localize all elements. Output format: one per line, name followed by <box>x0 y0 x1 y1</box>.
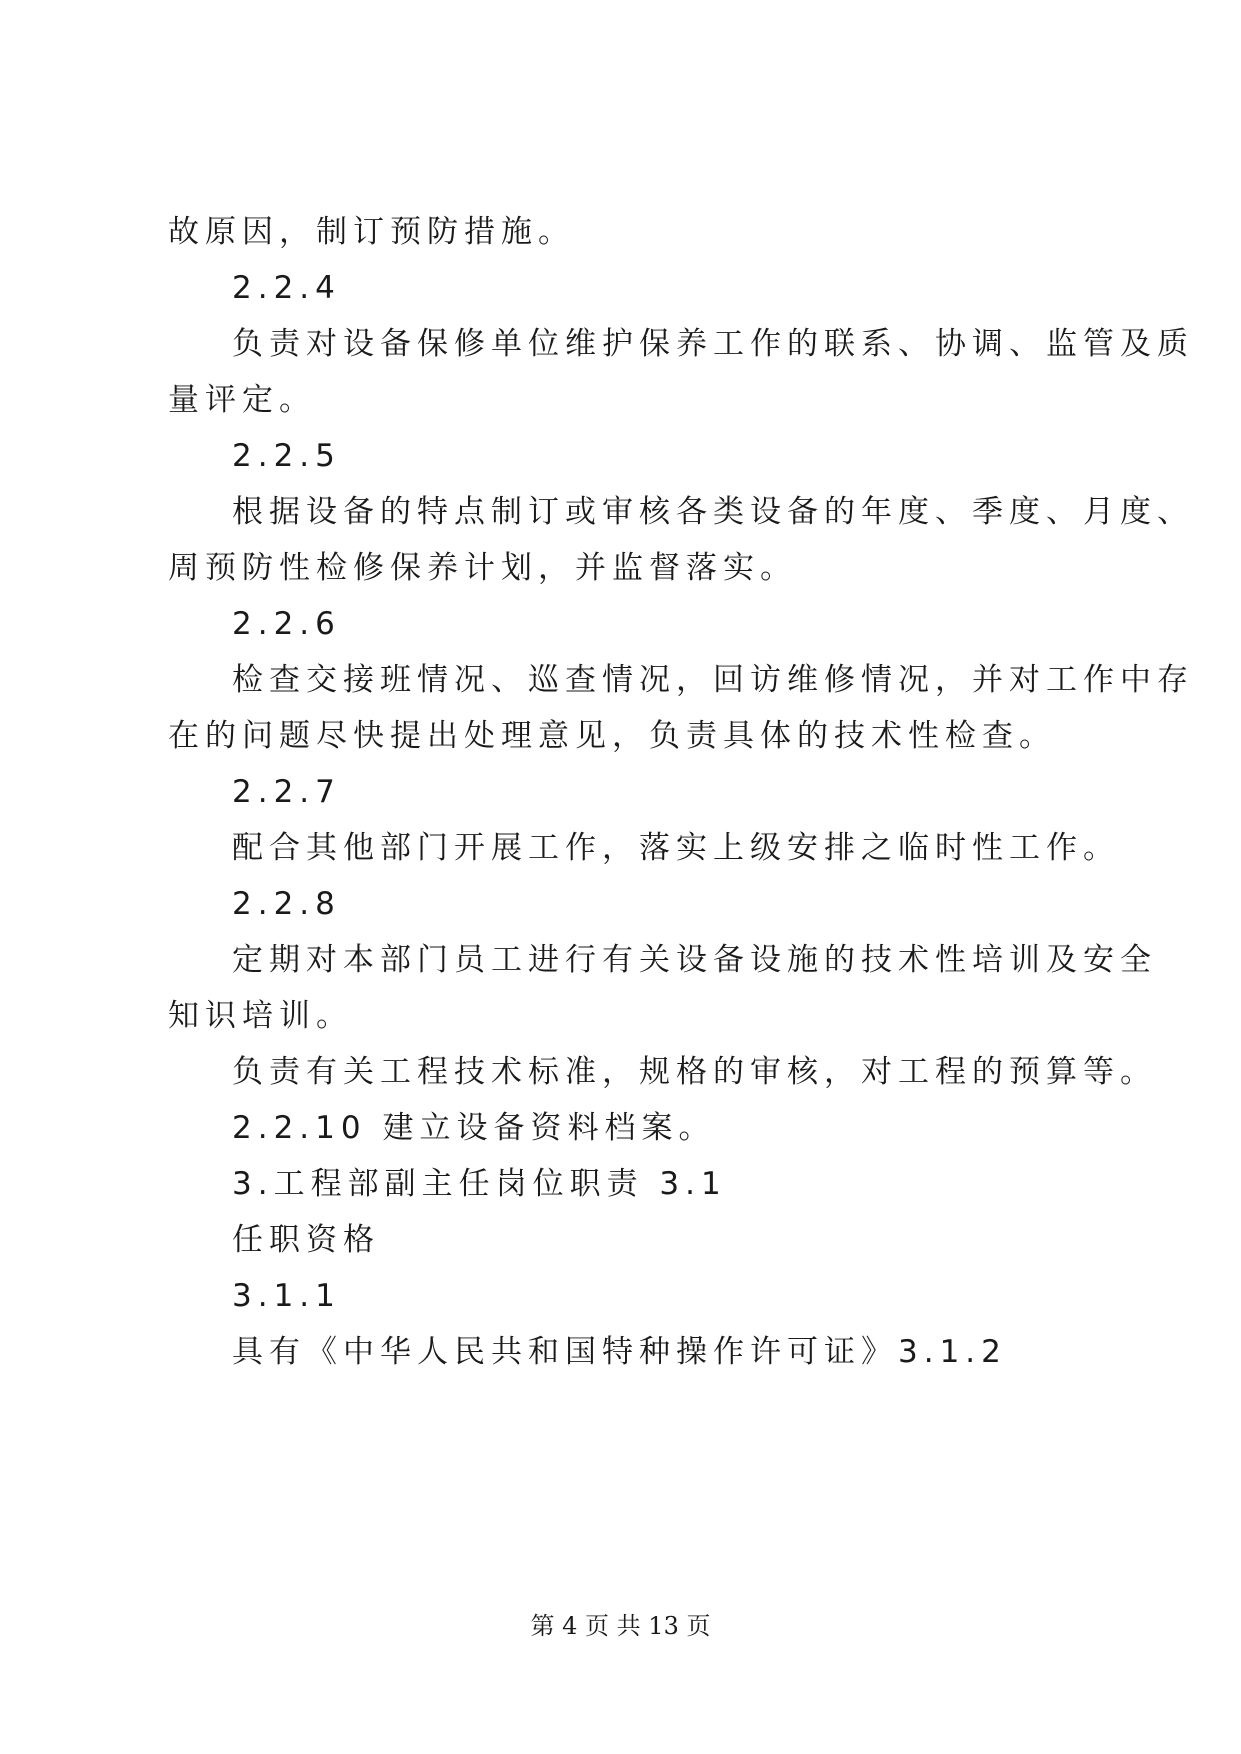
body-line: 负责对设备保修单位维护保养工作的联系、协调、监管及质 <box>232 326 1194 362</box>
body-line: 根据设备的特点制订或审核各类设备的年度、季度、月度、 <box>232 494 1194 530</box>
section-number: 2.2.6 <box>232 606 341 642</box>
body-line: 负责有关工程技术标准，规格的审核，对工程的预算等。 <box>232 1054 1157 1090</box>
body-line: 任职资格 <box>232 1222 380 1258</box>
body-line: 具有《中华人民共和国特种操作许可证》3.1.2 <box>232 1334 1007 1370</box>
section-number: 2.2.4 <box>232 270 341 306</box>
body-line: 知识培训。 <box>168 998 353 1034</box>
section-number: 2.2.7 <box>232 774 341 810</box>
section-number: 2.2.8 <box>232 886 341 922</box>
body-line: 故原因，制订预防措施。 <box>168 214 575 250</box>
body-line: 在的问题尽快提出处理意见，负责具体的技术性检查。 <box>168 718 1056 754</box>
body-line: 量评定。 <box>168 382 316 418</box>
section-number: 2.2.5 <box>232 438 341 474</box>
page-footer: 第 4 页 共 13 页 <box>530 1612 711 1640</box>
body-line: 2.2.10 建立设备资料档案。 <box>232 1110 716 1146</box>
section-number: 3.1.1 <box>232 1278 341 1314</box>
body-line: 配合其他部门开展工作，落实上级安排之临时性工作。 <box>232 830 1120 866</box>
body-line: 定期对本部门员工进行有关设备设施的技术性培训及安全 <box>232 942 1157 978</box>
section-heading: 3.工程部副主任岗位职责 3.1 <box>232 1166 727 1202</box>
body-line: 检查交接班情况、巡查情况，回访维修情况，并对工作中存 <box>232 662 1194 698</box>
body-line: 周预防性检修保养计划，并监督落实。 <box>168 550 797 586</box>
